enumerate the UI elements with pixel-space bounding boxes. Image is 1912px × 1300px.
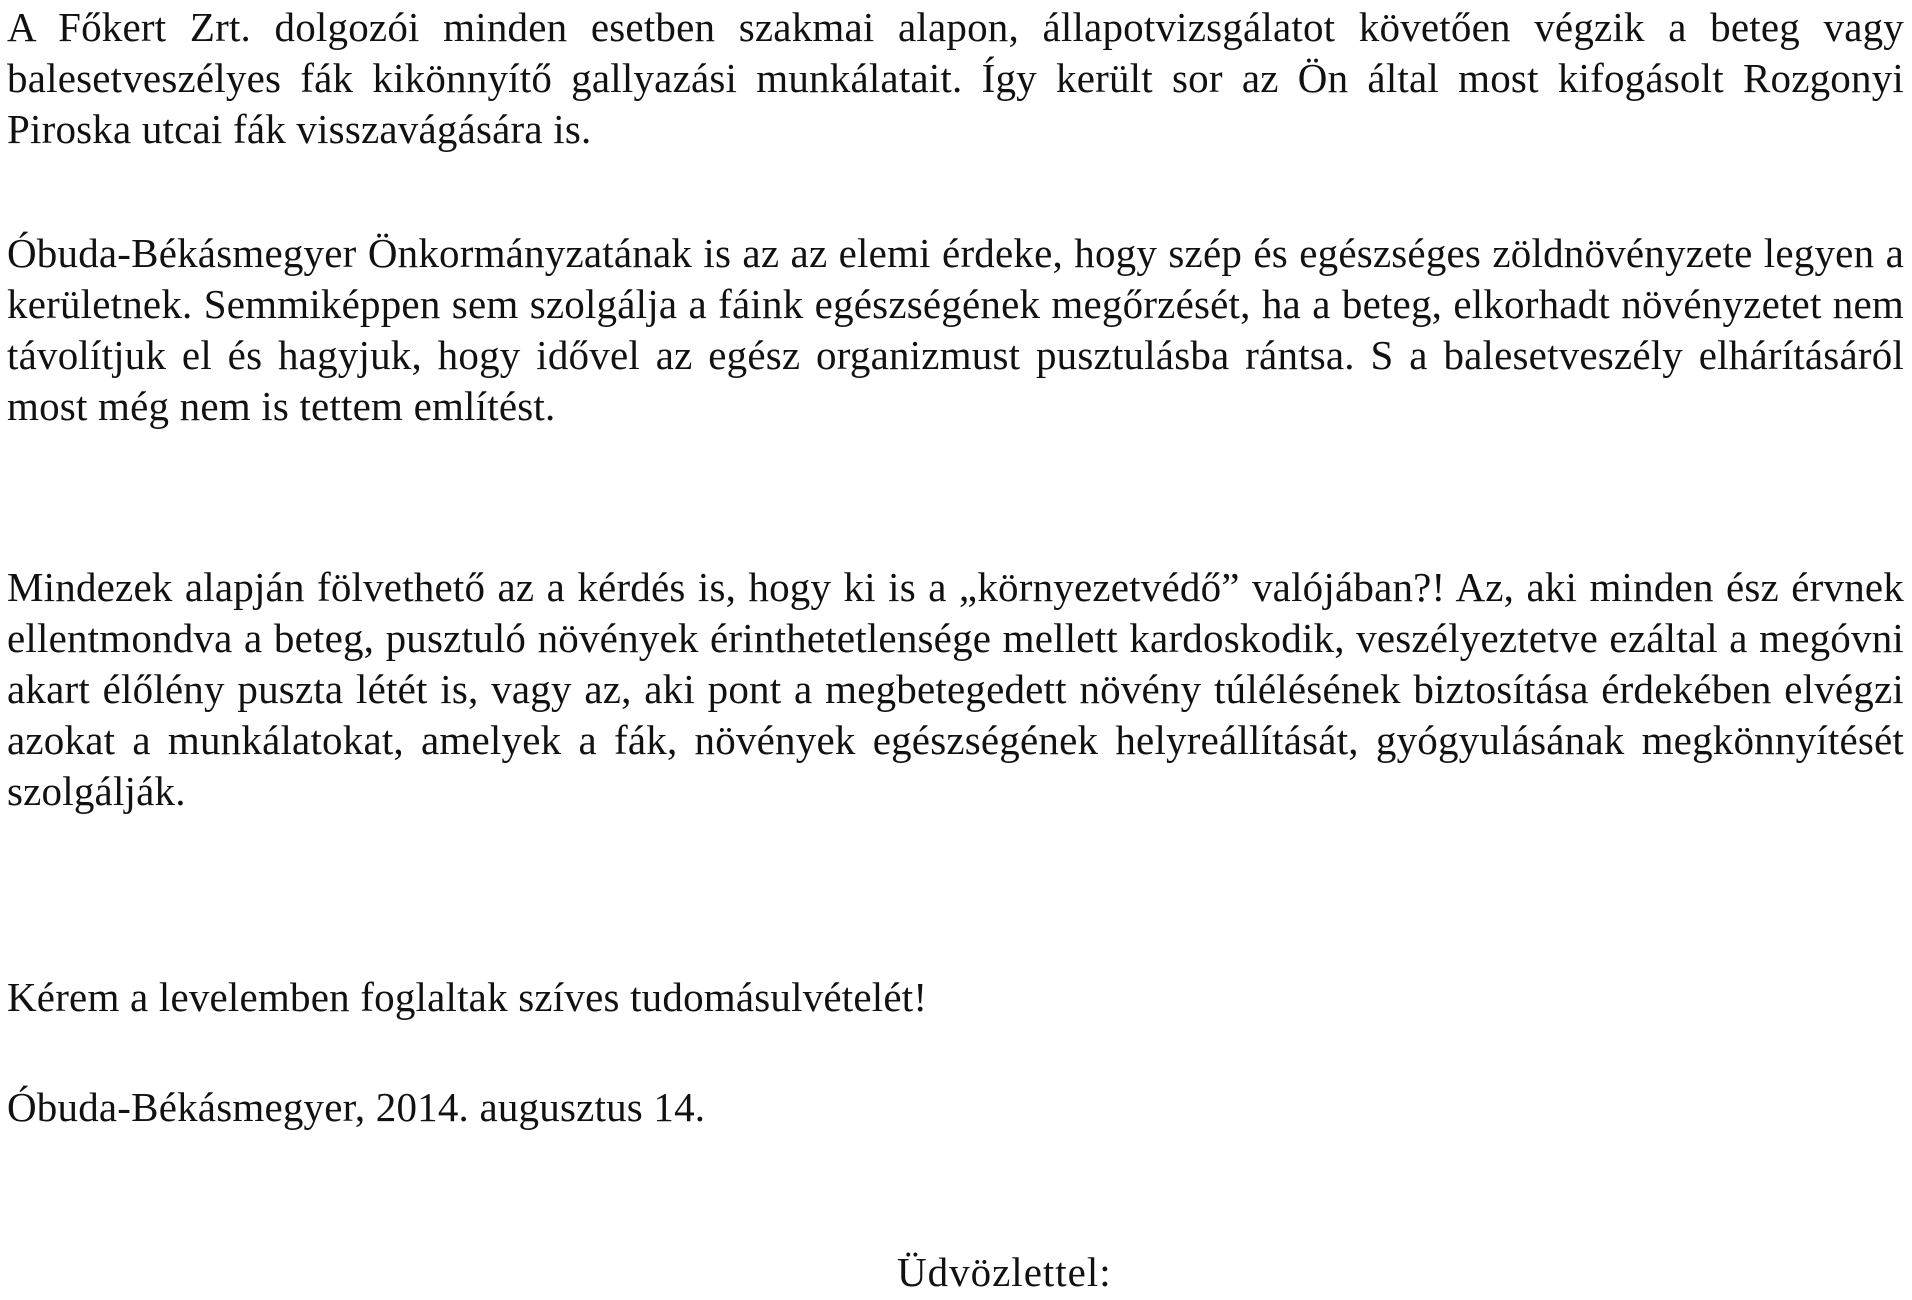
paragraph-focus-pruning: A Főkert Zrt. dolgozói minden esetben szakmai alapon, állapotvizsgálatot követően végzik a beteg vagy balesetveszélyes fák kikönnyítő gallyazási munkálatait. Így került sor az Ön által most kifogásolt Rozgonyi Piroska utcai fák visszavágására is.	[7, 4, 1904, 152]
letter-page	[7, 0, 1912, 1300]
closing-salutation: Üdvözlettel:	[897, 1249, 1112, 1295]
paragraph-municipality-interest: Óbuda-Békásmegyer Önkormányzatának is az az elemi érdeke, hogy szép és egészséges zöldnövényzete legyen a kerületnek. Semmiképpen sem szolgálja a fáink egészségének megőrzését, ha a beteg, elkorhadt növényzetet nem távolítjuk el és hagyjuk, hogy idővel az egész organizmust pusztulásba rántsa. S a balesetveszély elhárításáról most még nem is tettem említést.	[7, 230, 1904, 429]
paragraph-environmentalist-question: Mindezek alapján fölvethető az a kérdés is, hogy ki is a „környezetvédő” valójában?! Az, aki minden ész érvnek ellentmondva a beteg, pusztuló növények érinthetetlensége mellett kardoskodik, veszélyeztetve ezáltal a megóvni akart élőlény puszta létét is, vagy az, aki pont a megbetegedett növény túlélésének biztosítása érdekében elvégzi azokat a munkálatokat, amelyek a fák, növények egészségének helyreállítását, gyógyulásának megkönnyítését szolgálják.	[7, 564, 1904, 814]
place-date-line: Óbuda-Békásmegyer, 2014. augusztus 14.	[7, 1084, 706, 1130]
request-line: Kérem a levelemben foglaltak szíves tudomásulvételét!	[7, 974, 928, 1020]
